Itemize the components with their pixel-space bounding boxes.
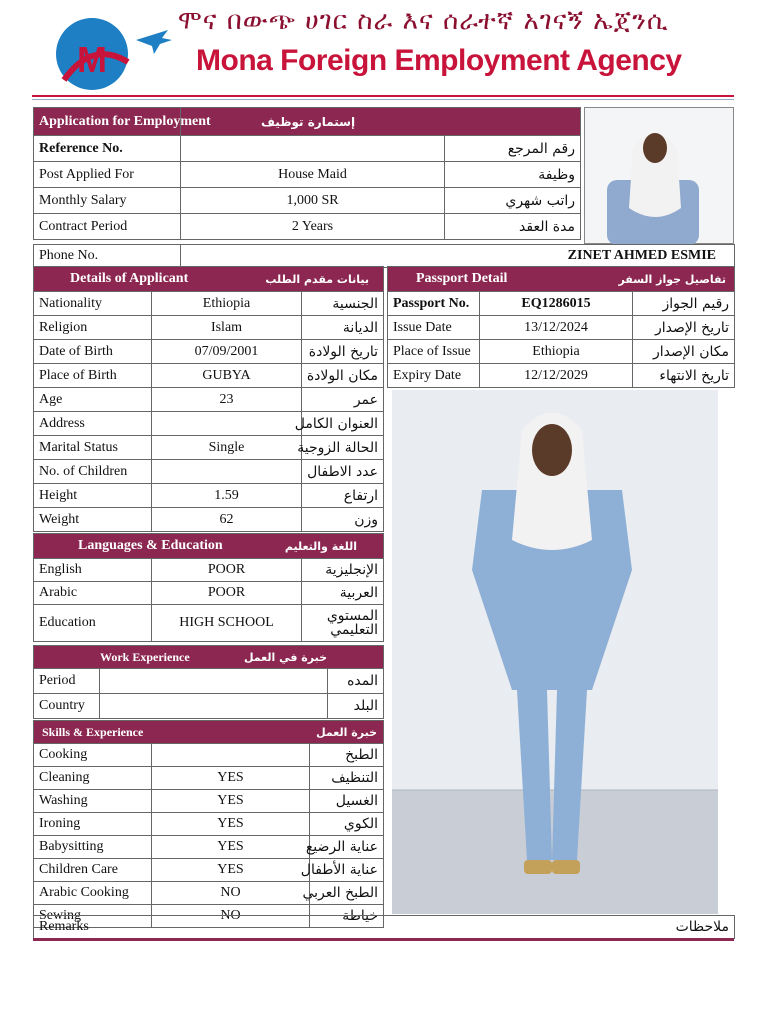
issue-date-label: Issue Date xyxy=(388,316,480,340)
languages-table xyxy=(33,533,384,642)
salary-label-ar: راتب شهري xyxy=(445,188,581,214)
marital-label-ar: الحالة الزوجية xyxy=(302,436,384,460)
applicant-details-title: Details of Applicant xyxy=(70,271,189,286)
ironing-value: YES xyxy=(152,813,310,836)
washing-label: Washing xyxy=(34,790,152,813)
expiry-date-label: Expiry Date xyxy=(388,364,480,388)
contract-label-ar: مدة العقد xyxy=(445,214,581,240)
cleaning-label: Cleaning xyxy=(34,767,152,790)
phone-table xyxy=(33,244,735,268)
skills-title-ar: خبرة العمل xyxy=(316,725,377,739)
period-label-ar: المده xyxy=(328,669,384,694)
nationality-value: Ethiopia xyxy=(152,292,302,316)
applicant-full-body-photo xyxy=(392,390,718,914)
cleaning-label-ar: التنظيف xyxy=(310,767,384,790)
birthplace-label: Place of Birth xyxy=(34,364,152,388)
application-title: Application for Employment xyxy=(34,108,181,136)
work-title-ar: خبرة في العمل xyxy=(243,650,328,664)
sewing-label: Sewing xyxy=(34,905,152,928)
babysitting-value: YES xyxy=(152,836,310,859)
issue-date-label-ar: تاريخ الإصدار xyxy=(633,316,735,340)
arabic-label: Arabic xyxy=(34,582,152,605)
cooking-value xyxy=(152,744,310,767)
height-label: Height xyxy=(34,484,152,508)
skills-table xyxy=(33,720,384,928)
washing-value: YES xyxy=(152,790,310,813)
sewing-label-ar: خياطة xyxy=(310,905,384,928)
nationality-label: Nationality xyxy=(34,292,152,316)
address-value xyxy=(152,412,302,436)
languages-title: Languages & Education xyxy=(78,538,223,553)
arabic-value: POOR xyxy=(152,582,302,605)
languages-title-ar: اللغة والتعليم xyxy=(284,539,357,553)
children-care-label: Children Care xyxy=(34,859,152,882)
reference-value xyxy=(181,136,445,162)
religion-value: Islam xyxy=(152,316,302,340)
marital-value: Single xyxy=(152,436,302,460)
washing-label-ar: الغسيل xyxy=(310,790,384,813)
dob-value: 07/09/2001 xyxy=(152,340,302,364)
period-label: Period xyxy=(34,669,100,694)
issue-place-value: Ethiopia xyxy=(480,340,633,364)
arabic-cooking-value: NO xyxy=(152,882,310,905)
cleaning-value: YES xyxy=(152,767,310,790)
dob-label-ar: تاريخ الولادة xyxy=(302,340,384,364)
children-care-label-ar: عناية الأطفال xyxy=(310,859,384,882)
applicant-portrait-photo xyxy=(584,107,734,244)
arabic-label-ar: العربية xyxy=(302,582,384,605)
height-label-ar: ارتفاع xyxy=(302,484,384,508)
period-value xyxy=(100,669,328,694)
applicant-details-table xyxy=(33,266,384,532)
children-value xyxy=(152,460,302,484)
reference-label: Reference No. xyxy=(34,136,181,162)
airplane-icon xyxy=(136,30,172,54)
country-label-ar: البلد xyxy=(328,694,384,719)
arabic-cooking-label-ar: الطبخ العربي xyxy=(310,882,384,905)
header-divider xyxy=(32,95,734,97)
applicant-details-title-ar: بيانات مقدم الطلب xyxy=(265,272,369,286)
age-label-ar: عمر xyxy=(302,388,384,412)
applicant-name: ZINET AHMED ESMIE xyxy=(181,245,735,268)
contract-value: 2 Years xyxy=(181,214,445,240)
post-label: Post Applied For xyxy=(34,162,181,188)
logo-letter: M xyxy=(77,39,107,80)
birthplace-value: GUBYA xyxy=(152,364,302,388)
application-table xyxy=(33,107,581,240)
sewing-value: NO xyxy=(152,905,310,928)
nationality-label-ar: الجنسية xyxy=(302,292,384,316)
address-label-ar: العنوان الكامل xyxy=(302,412,384,436)
babysitting-label-ar: عناية الرضيع xyxy=(310,836,384,859)
agency-name-amharic: ሞና በውጭ ሀገር ስራ እና ሰራተኛ አገናኝ ኤጀንሲ xyxy=(178,6,669,36)
height-value: 1.59 xyxy=(152,484,302,508)
country-value xyxy=(100,694,328,719)
passport-table xyxy=(387,266,735,388)
education-label: Education xyxy=(34,605,152,642)
children-label: No. of Children xyxy=(34,460,152,484)
education-value: HIGH SCHOOL xyxy=(152,605,302,642)
arabic-cooking-label: Arabic Cooking xyxy=(34,882,152,905)
expiry-date-label-ar: تاريخ الانتهاء xyxy=(633,364,735,388)
application-title-ar: إستمارة توظيف xyxy=(181,108,581,136)
age-label: Age xyxy=(34,388,152,412)
ironing-label-ar: الكوي xyxy=(310,813,384,836)
cooking-label-ar: الطبخ xyxy=(310,744,384,767)
agency-name-english: Mona Foreign Employment Agency xyxy=(196,44,682,77)
issue-date-value: 13/12/2024 xyxy=(480,316,633,340)
remarks-label: Remarks xyxy=(34,916,384,939)
passport-no-value: EQ1286015 xyxy=(480,292,633,316)
marital-label: Marital Status xyxy=(34,436,152,460)
weight-label-ar: وزن xyxy=(302,508,384,532)
education-label-ar: المستوي التعليمي xyxy=(302,605,384,642)
weight-label: Weight xyxy=(34,508,152,532)
salary-label: Monthly Salary xyxy=(34,188,181,214)
skills-title: Skills & Experience xyxy=(42,724,144,739)
cooking-label: Cooking xyxy=(34,744,152,767)
post-label-ar: وظيفة xyxy=(445,162,581,188)
reference-label-ar: رقم المرجع xyxy=(445,136,581,162)
issue-place-label-ar: مكان الإصدار xyxy=(633,340,735,364)
post-value: House Maid xyxy=(181,162,445,188)
children-care-value: YES xyxy=(152,859,310,882)
religion-label-ar: الديانة xyxy=(302,316,384,340)
remarks-table xyxy=(33,915,735,939)
english-label: English xyxy=(34,559,152,582)
children-label-ar: عدد الاطفال xyxy=(302,460,384,484)
passport-title: Passport Detail xyxy=(416,271,508,286)
age-value: 23 xyxy=(152,388,302,412)
passport-title-ar: تفاصيل جواز السفر xyxy=(618,272,727,286)
issue-place-label: Place of Issue xyxy=(388,340,480,364)
passport-no-label-ar: رقيم الجواز xyxy=(633,292,735,316)
weight-value: 62 xyxy=(152,508,302,532)
remarks-label-ar: ملاحظات xyxy=(384,916,735,939)
dob-label: Date of Birth xyxy=(34,340,152,364)
country-label: Country xyxy=(34,694,100,719)
expiry-date-value: 12/12/2029 xyxy=(480,364,633,388)
ironing-label: Ironing xyxy=(34,813,152,836)
header-divider-thin xyxy=(32,99,734,100)
work-experience-table xyxy=(33,645,384,719)
religion-label: Religion xyxy=(34,316,152,340)
english-label-ar: الإنجليزية xyxy=(302,559,384,582)
english-value: POOR xyxy=(152,559,302,582)
contract-label: Contract Period xyxy=(34,214,181,240)
phone-label: Phone No. xyxy=(34,245,181,268)
agency-logo xyxy=(36,10,172,92)
passport-no-label: Passport No. xyxy=(388,292,480,316)
footer-bar xyxy=(33,938,734,941)
work-title: Work Experience xyxy=(100,649,190,664)
salary-value: 1,000 SR xyxy=(181,188,445,214)
address-label: Address xyxy=(34,412,152,436)
birthplace-label-ar: مكان الولادة xyxy=(302,364,384,388)
babysitting-label: Babysitting xyxy=(34,836,152,859)
